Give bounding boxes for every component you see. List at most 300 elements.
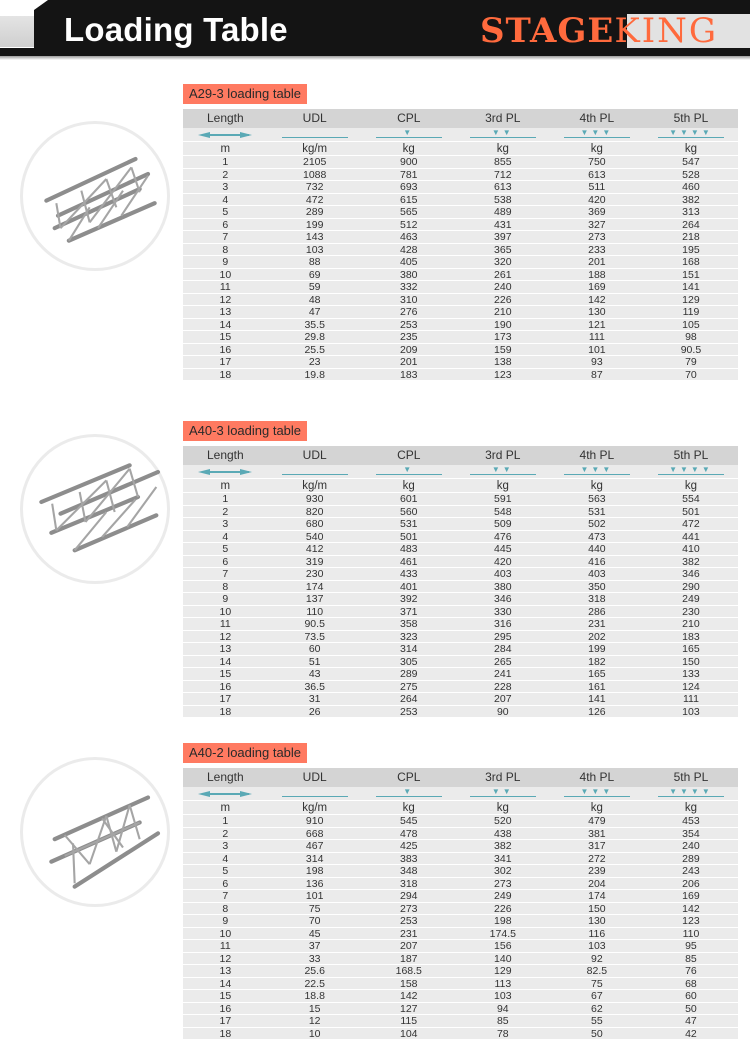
table-cell: 169	[682, 890, 700, 902]
table-cell: 538	[494, 193, 512, 206]
table-cell: 14	[219, 318, 232, 331]
brand-logo	[480, 10, 718, 52]
table-cell: 12	[219, 293, 232, 306]
table-cell: 15	[308, 1002, 321, 1015]
table-cell: 231	[588, 618, 606, 630]
table-cell: 348	[399, 865, 418, 877]
table-row	[183, 1003, 738, 1016]
uniform-line-icon	[268, 128, 362, 141]
table-cell: 358	[399, 618, 418, 630]
table-cell: 472	[682, 518, 700, 530]
table-cell: 230	[682, 605, 700, 618]
table-row	[183, 181, 738, 194]
table-cell: 7	[222, 890, 229, 902]
table-cell: 463	[399, 231, 418, 243]
table-cell: 75	[308, 902, 321, 915]
table-cell: 133	[682, 668, 700, 680]
table-cell: 36.5	[304, 680, 325, 693]
table-cell: 318	[399, 877, 418, 890]
table-cell: 60	[308, 643, 321, 655]
table-row	[183, 568, 738, 581]
table-cell: 1088	[303, 168, 327, 181]
table-row	[183, 269, 738, 282]
table-cell: 156	[494, 940, 512, 952]
table-cell: 316	[494, 618, 512, 630]
table-cell: 346	[494, 593, 512, 605]
column-header: 4th PL	[579, 770, 615, 784]
table-cell: 310	[399, 293, 418, 306]
table-cell: 382	[682, 193, 700, 206]
table-cell: 129	[494, 965, 512, 977]
table-cell: 51	[308, 655, 321, 668]
table-row	[183, 194, 738, 207]
table-row	[183, 518, 738, 531]
column-header: 5th PL	[673, 770, 709, 784]
table-cell: 369	[588, 206, 606, 218]
table-cell: 313	[682, 206, 700, 218]
beam-line	[282, 796, 348, 798]
table-cell: 101	[588, 343, 606, 356]
unit-cell: kg	[402, 480, 415, 492]
column-header: 3rd PL	[485, 111, 521, 125]
table-row	[183, 631, 738, 644]
table-cell: 327	[588, 218, 606, 231]
table-cell: 330	[494, 605, 512, 618]
point-load-icon: ▼▼▼	[580, 128, 614, 137]
table-cell: 5	[222, 865, 229, 877]
table-cell: 115	[400, 1015, 418, 1027]
loading-table	[183, 768, 738, 1040]
table-cell: 1	[222, 156, 229, 168]
table-cell: 420	[494, 555, 512, 568]
table-cell: 319	[305, 555, 324, 568]
2-point-icon	[456, 465, 550, 478]
unit-cell: kg/m	[302, 480, 328, 492]
3-point-icon	[550, 465, 644, 478]
table-cell: 161	[588, 680, 606, 693]
table-cell: 320	[494, 256, 512, 268]
table-cell: 116	[588, 927, 606, 940]
table-cell: 13	[219, 306, 232, 318]
table-cell: 69	[308, 268, 321, 281]
load-diagram-row	[183, 787, 738, 801]
table-cell: 241	[494, 668, 512, 680]
table-row	[183, 506, 738, 519]
point-load-icon: ▼▼	[491, 128, 514, 137]
table-cell: 188	[588, 268, 606, 281]
table-cell: 210	[494, 306, 512, 318]
table-cell: 5	[222, 206, 229, 218]
unit-cell: kg	[684, 480, 698, 492]
table-cell: 314	[305, 852, 324, 865]
table-cell: 6	[222, 555, 229, 568]
column-header: UDL	[302, 111, 327, 125]
table-cell: 18.8	[304, 990, 325, 1002]
table-row	[183, 543, 738, 556]
table-row	[183, 1028, 738, 1041]
table-cell: 183	[682, 630, 700, 643]
table-cell: 195	[682, 243, 700, 256]
column-header: Length	[206, 111, 244, 125]
table-row	[183, 840, 738, 853]
table-cell: 22.5	[304, 977, 325, 990]
table-cell: 228	[494, 680, 512, 693]
table-cell: 124	[682, 680, 700, 693]
table-cell: 9	[222, 256, 229, 268]
table-cell: 540	[305, 530, 324, 543]
table-cell: 14	[219, 655, 232, 668]
table-cell: 305	[399, 655, 418, 668]
table-cell: 615	[399, 193, 418, 206]
table-cell: 35.5	[304, 318, 325, 331]
table-cell: 428	[399, 243, 418, 256]
table-cell: 82.5	[586, 965, 608, 977]
table-cell: 165	[588, 668, 606, 680]
column-header: CPL	[397, 111, 421, 125]
table-cell: 382	[494, 840, 512, 852]
table-cell: 78	[496, 1027, 509, 1040]
table-cell: 142	[588, 293, 606, 306]
1-point-icon	[362, 128, 456, 141]
table-cell: 261	[494, 268, 512, 281]
table-row	[183, 356, 738, 369]
column-header: 5th PL	[673, 448, 709, 462]
table-cell: 10	[219, 605, 232, 618]
table-cell: 50	[685, 1002, 697, 1015]
table-cell: 174.5	[489, 927, 516, 940]
table-row	[183, 618, 738, 631]
table-row	[183, 281, 738, 294]
table-cell: 29.8	[304, 331, 325, 343]
table-cell: 25.6	[304, 965, 325, 977]
table-cell: 2	[222, 505, 229, 518]
table-cell: 9	[222, 593, 229, 605]
load-diagram-row	[183, 128, 738, 142]
table-cell: 253	[399, 318, 418, 331]
table-cell: 110	[306, 605, 324, 618]
table-cell: 231	[399, 927, 418, 940]
table-cell: 182	[588, 655, 606, 668]
table-cell: 314	[399, 643, 418, 655]
table-cell: 382	[682, 555, 700, 568]
table-cell: 397	[494, 231, 512, 243]
table-cell: 4	[222, 193, 229, 206]
table-cell: 9	[222, 915, 229, 927]
table-cell: 383	[399, 852, 418, 865]
table-cell: 380	[399, 268, 418, 281]
table-cell: 207	[494, 693, 512, 705]
table-cell: 173	[494, 331, 512, 343]
table-cell: 548	[494, 505, 512, 518]
table-cell: 90	[496, 705, 509, 718]
table-cell: 531	[399, 518, 418, 530]
page-title: Loading Table	[64, 11, 288, 48]
unit-cell: kg	[684, 143, 698, 155]
table-row	[183, 344, 738, 357]
table-cell: 87	[591, 368, 603, 381]
table-cell: 19.8	[304, 368, 325, 381]
column-header: Length	[206, 448, 244, 462]
span-arrow-icon	[183, 465, 268, 478]
table-cell: 103	[588, 940, 606, 952]
4-point-icon	[644, 128, 738, 141]
table-cell: 13	[219, 965, 232, 977]
table-cell: 174	[588, 890, 606, 902]
table-cell: 501	[682, 505, 700, 518]
point-load-icon: ▼▼▼▼	[669, 787, 713, 796]
table-row	[183, 865, 738, 878]
table-cell: 613	[494, 181, 512, 193]
table-row	[183, 940, 738, 953]
table-cell: 151	[682, 268, 700, 281]
table-row	[183, 643, 738, 656]
table-cell: 403	[494, 568, 512, 580]
table-cell: 410	[682, 543, 700, 555]
table-cell: 138	[494, 356, 512, 368]
table-cell: 290	[682, 580, 700, 593]
table-cell: 855	[494, 156, 512, 168]
4-point-icon	[644, 465, 738, 478]
column-header: Length	[206, 770, 244, 784]
table-cell: 483	[399, 543, 418, 555]
units-row	[183, 801, 738, 815]
table-cell: 12	[219, 630, 232, 643]
table-cell: 206	[682, 877, 700, 890]
unit-cell: kg	[402, 802, 415, 814]
truss-square-4-chord-icon	[20, 121, 170, 271]
table-cell: 431	[494, 218, 512, 231]
table-cell: 243	[682, 865, 700, 877]
table-cell: 26	[308, 705, 321, 718]
table-cell: 8	[222, 243, 229, 256]
table-cell: 12	[219, 952, 232, 965]
table-cell: 273	[494, 877, 512, 890]
table-cell: 680	[305, 518, 324, 530]
table-row	[183, 219, 738, 232]
table-cell: 92	[591, 952, 603, 965]
unit-cell: kg/m	[302, 143, 328, 155]
table-cell: 264	[399, 693, 418, 705]
table-cell: 140	[494, 952, 512, 965]
table-cell: 105	[682, 318, 700, 331]
table-cell: 1	[222, 493, 229, 505]
table-title-badge: A29-3 loading table	[183, 84, 307, 104]
table-cell: 16	[219, 1002, 232, 1015]
table-cell: 45	[308, 927, 321, 940]
point-load-icon: ▼▼	[491, 465, 514, 474]
table-cell: 103	[494, 990, 512, 1002]
page-header	[0, 0, 750, 60]
column-header: CPL	[397, 448, 421, 462]
table-cell: 199	[305, 218, 324, 231]
units-row	[183, 479, 738, 493]
table-cell: 142	[399, 990, 418, 1002]
table-cell: 473	[588, 530, 606, 543]
table-cell: 565	[399, 206, 418, 218]
table-cell: 545	[399, 815, 418, 827]
table-row	[183, 369, 738, 382]
table-row	[183, 890, 738, 903]
table-cell: 201	[399, 356, 418, 368]
table-row	[183, 294, 738, 307]
table-cell: 8	[222, 580, 229, 593]
table-cell: 12	[308, 1015, 321, 1027]
table-cell: 204	[588, 877, 606, 890]
table-cell: 478	[399, 827, 418, 840]
table-cell: 207	[399, 940, 418, 952]
beam-line	[282, 474, 348, 476]
unit-cell: kg	[684, 802, 698, 814]
table-cell: 380	[494, 580, 512, 593]
column-header: 4th PL	[579, 448, 615, 462]
table-row	[183, 681, 738, 694]
table-cell: 467	[305, 840, 324, 852]
column-header: 3rd PL	[485, 770, 521, 784]
load-diagram-row	[183, 465, 738, 479]
column-header: CPL	[397, 770, 421, 784]
table-cell: 2105	[303, 156, 327, 168]
table-row	[183, 606, 738, 619]
table-title-badge: A40-3 loading table	[183, 421, 307, 441]
column-header: UDL	[302, 448, 327, 462]
table-cell: 501	[399, 530, 418, 543]
table-cell: 48	[308, 293, 321, 306]
beam-line	[282, 137, 348, 139]
table-cell: 103	[682, 705, 700, 718]
table-cell: 249	[494, 890, 512, 902]
table-cell: 98	[685, 331, 697, 343]
table-cell: 461	[399, 555, 418, 568]
truss-triangle-3-chord-icon	[20, 757, 170, 907]
table-row	[183, 853, 738, 866]
table-row	[183, 206, 738, 219]
table-cell: 158	[399, 977, 418, 990]
table-row	[183, 965, 738, 978]
table-cell: 233	[588, 243, 606, 256]
table-cell: 346	[682, 568, 700, 580]
table-cell: 23	[308, 356, 321, 368]
table-cell: 11	[219, 940, 231, 952]
table-cell: 438	[494, 827, 512, 840]
table-cell: 103	[305, 243, 324, 256]
uniform-line-icon	[268, 465, 362, 478]
table-row	[183, 231, 738, 244]
table-cell: 110	[682, 927, 700, 940]
table-cell: 123	[494, 368, 512, 381]
table-row	[183, 693, 738, 706]
unit-cell: m	[220, 480, 231, 492]
3-point-icon	[550, 128, 644, 141]
table-cell: 62	[591, 1002, 603, 1015]
table-cell: 272	[588, 852, 606, 865]
table-cell: 76	[685, 965, 697, 977]
table-cell: 240	[682, 840, 700, 852]
table-row	[183, 244, 738, 257]
table-cell: 13	[219, 643, 232, 655]
table-cell: 8	[222, 902, 229, 915]
table-cell: 70	[308, 915, 321, 927]
table-row	[183, 306, 738, 319]
table-cell: 67	[591, 990, 603, 1002]
column-header: 5th PL	[673, 111, 709, 125]
table-row	[183, 706, 738, 719]
table-cell: 93	[591, 356, 603, 368]
table-cell: 168.5	[395, 965, 422, 977]
table-cell: 137	[305, 593, 324, 605]
table-cell: 123	[682, 915, 700, 927]
column-header: 4th PL	[579, 111, 615, 125]
table-cell: 401	[399, 580, 418, 593]
table-row	[183, 593, 738, 606]
table-cell: 15	[219, 331, 232, 343]
table-cell: 121	[588, 318, 606, 331]
table-cell: 198	[494, 915, 512, 927]
table-cell: 323	[399, 630, 418, 643]
table-cell: 693	[399, 181, 418, 193]
table-cell: 16	[219, 343, 232, 356]
table-cell: 6	[222, 877, 229, 890]
table-cell: 10	[219, 927, 232, 940]
table-cell: 341	[494, 852, 512, 865]
table-cell: 79	[685, 356, 697, 368]
table-cell: 17	[219, 1015, 232, 1027]
table-row	[183, 668, 738, 681]
table-cell: 10	[308, 1027, 321, 1040]
table-cell: 88	[308, 256, 321, 268]
table-cell: 476	[494, 530, 512, 543]
table-cell: 159	[494, 343, 512, 356]
table-cell: 249	[682, 593, 700, 605]
table-cell: 111	[682, 693, 699, 705]
table-cell: 143	[305, 231, 324, 243]
table-cell: 240	[494, 281, 512, 293]
table-cell: 50	[591, 1027, 603, 1040]
column-header: UDL	[302, 770, 327, 784]
table-cell: 199	[588, 643, 606, 655]
span-arrow-icon	[183, 787, 268, 800]
table-row	[183, 828, 738, 841]
table-cell: 73.5	[304, 630, 325, 643]
table-cell: 289	[305, 206, 324, 218]
table-cell: 453	[682, 815, 700, 827]
table-cell: 55	[591, 1015, 603, 1027]
point-load-icon: ▼▼▼▼	[669, 465, 713, 474]
table-cell: 85	[496, 1015, 509, 1027]
table-cell: 85	[685, 952, 697, 965]
table-cell: 11	[219, 618, 231, 630]
table-cell: 101	[305, 890, 324, 902]
table-cell: 512	[399, 218, 418, 231]
table-row	[183, 1015, 738, 1028]
table-cell: 59	[308, 281, 321, 293]
table-cell: 3	[222, 518, 229, 530]
arrow-right-icon	[240, 469, 252, 475]
table-cell: 420	[588, 193, 606, 206]
table-cell: 7	[222, 568, 229, 580]
table-cell: 416	[588, 555, 606, 568]
table-cell: 531	[588, 505, 606, 518]
table-cell: 5	[222, 543, 229, 555]
table-cell: 750	[588, 156, 606, 168]
table-cell: 405	[399, 256, 418, 268]
table-row	[183, 531, 738, 544]
table-cell: 554	[682, 493, 700, 505]
arrow-right-icon	[240, 791, 252, 797]
table-cell: 440	[588, 543, 606, 555]
table-row	[183, 928, 738, 941]
table-cell: 142	[682, 902, 700, 915]
table-cell: 3	[222, 181, 229, 193]
